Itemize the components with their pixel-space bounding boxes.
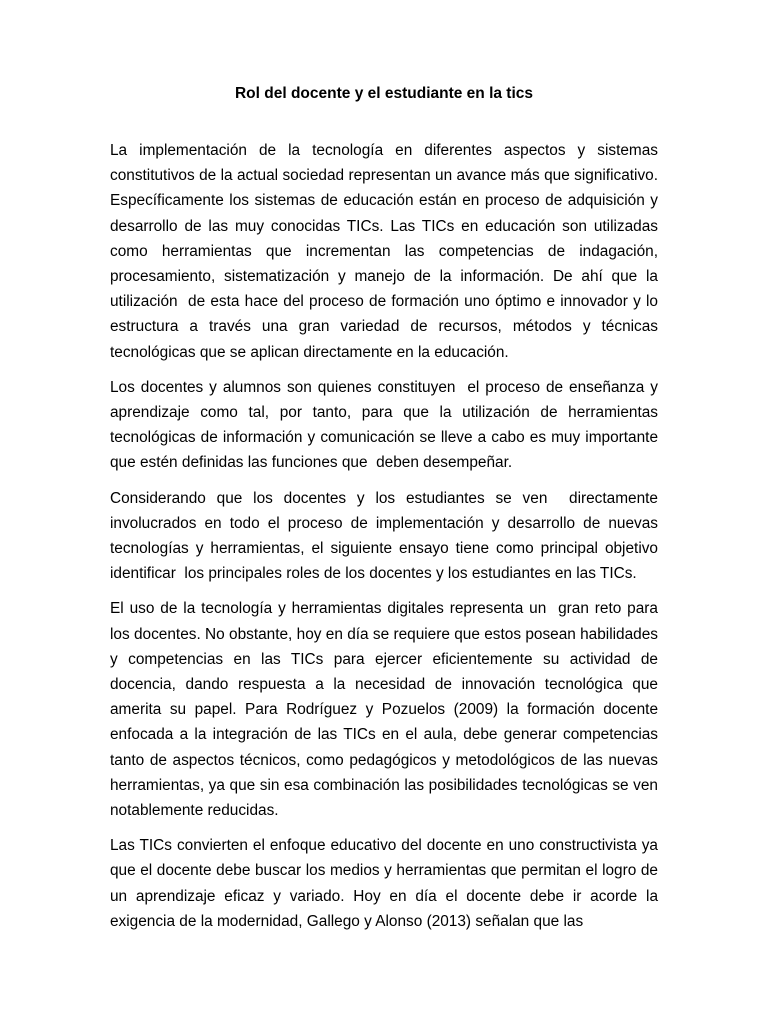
document-title: Rol del docente y el estudiante en la tics <box>234 85 534 102</box>
paragraph: El uso de la tecnología y herramientas digitales representa un gran reto para los docentes. No obstante, hoy en día se requiere que estos posean habilidades y competencias en las TICs para ejercer eficientemente su actividad de docencia, dando respuesta a la necesidad de innovación tecnológica que amerita su papel. Para Rodríguez y Pozuelos (2009) la formación docente enfocada a la integración de las TICs en el aula, debe generar competencias tanto de aspectos técnicos, como pedagógicos y metodológicos de las nuevas herramientas, ya que sin esa combinación las posibilidades tecnológicas se ven notablemente reducidas. <box>110 600 663 820</box>
document-body <box>110 138 663 944</box>
paragraph: La implementación de la tecnología en diferentes aspectos y sistemas constitutivos de la actual sociedad representan un avance más que significativo. Específicamente los sistemas de educación están en proceso de adquisición y desarrollo de las muy conocidas TICs. Las TICs en educación son utilizadas como herramientas que incrementan las competencias de indagación, procesamiento, sistematización y manejo de la información. De ahí que la utilización de esta hace del proceso de formación uno óptimo e innovador y lo estructura a través una gran variedad de recursos, métodos y técnicas tecnológicas que se aplican directamente en la educación. <box>110 142 663 361</box>
paragraph: Las TICs convierten el enfoque educativo del docente en uno constructivista ya que el docente debe buscar los medios y herramientas que permitan el logro de un aprendizaje eficaz y variado. Hoy en día el docente debe ir acorde la exigencia de la modernidad, Gallego y Alonso (2013) señalan que las <box>110 837 663 930</box>
paragraph: Los docentes y alumnos son quienes constituyen el proceso de enseñanza y aprendizaje como tal, por tanto, para que la utilización de herramientas tecnológicas de información y comunicación se lleve a cabo es muy importante que estén definidas las funciones que deben desempeñar. <box>110 378 663 472</box>
paragraph: Considerando que los docentes y los estudiantes se ven directamente involucrados en todo el proceso de implementación y desarrollo de nuevas tecnologías y herramientas, el siguiente ensayo tiene como principal objetivo identificar los principales roles de los docentes y los estudiantes en las TICs. <box>110 489 663 583</box>
